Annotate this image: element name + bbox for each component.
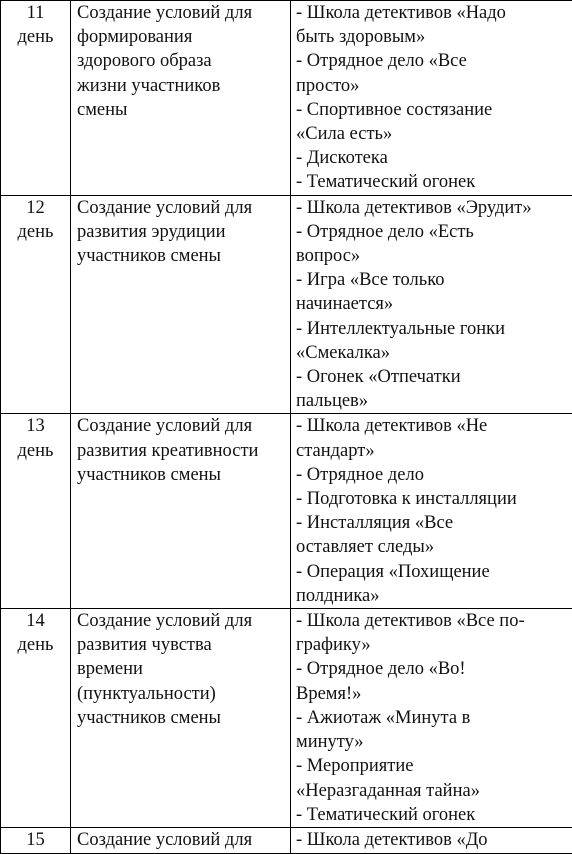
activity-text-line: - Школа детективов «Все по-: [296, 609, 568, 633]
activity-text-line: - Дискотека: [296, 146, 568, 170]
activity-text-line: - Отрядное дело «Во!: [296, 657, 568, 681]
activities-cell: [291, 195, 572, 414]
goal-cell: [71, 827, 291, 853]
day-cell: [1, 1, 71, 196]
table-row: [1, 414, 572, 609]
day-label: день: [3, 633, 68, 657]
goal-cell: [71, 195, 291, 414]
activity-text-line: - Мероприятие: [296, 754, 568, 778]
goal-text-line: здорового образа: [77, 49, 286, 73]
activity-text-line: - Школа детективов «Эрудит»: [296, 196, 568, 220]
goal-text-line: времени: [77, 657, 286, 681]
activity-text-line: стандарт»: [296, 439, 568, 463]
table-row: [1, 827, 572, 853]
day-cell: [1, 414, 71, 609]
goal-text-line: Создание условий для: [77, 609, 286, 633]
goal-text-line: Создание условий для: [77, 414, 286, 438]
day-label: день: [3, 220, 68, 244]
table-row: [1, 195, 572, 414]
activity-text-line: - Тематический огонек: [296, 803, 568, 827]
goal-cell: [71, 1, 291, 196]
goal-text-line: развития эрудиции: [77, 220, 286, 244]
activities-cell: [291, 1, 572, 196]
goal-text-line: развития чувства: [77, 633, 286, 657]
day-number: 15: [3, 828, 68, 852]
goal-text-line: формирования: [77, 25, 286, 49]
day-number: 13: [3, 414, 68, 438]
goal-cell: [71, 609, 291, 828]
activities-cell: [291, 414, 572, 609]
goal-text-line: развития креативности: [77, 439, 286, 463]
goal-text-line: жизни участников: [77, 74, 286, 98]
activity-text-line: просто»: [296, 74, 568, 98]
activity-text-line: - Интеллектуальные гонки: [296, 317, 568, 341]
activity-text-line: оставляет следы»: [296, 535, 568, 559]
activity-text-line: - Школа детективов «Надо: [296, 1, 568, 25]
goal-text-line: Создание условий для: [77, 1, 286, 25]
day-cell: [1, 195, 71, 414]
activity-text-line: - Отрядное дело «Все: [296, 49, 568, 73]
activity-text-line: «Сила есть»: [296, 122, 568, 146]
activity-text-line: быть здоровым»: [296, 25, 568, 49]
goal-text-line: участников смены: [77, 706, 286, 730]
day-number: 12: [3, 196, 68, 220]
activity-text-line: - Школа детективов «До: [296, 828, 568, 852]
activity-text-line: минуту»: [296, 730, 568, 754]
activity-text-line: - Тематический огонек: [296, 170, 568, 194]
goal-text-line: (пунктуальности): [77, 682, 286, 706]
activity-text-line: «Неразгаданная тайна»: [296, 779, 568, 803]
activity-text-line: - Школа детективов «Не: [296, 414, 568, 438]
goal-text-line: участников смены: [77, 244, 286, 268]
goal-text-line: смены: [77, 98, 286, 122]
activity-text-line: вопрос»: [296, 244, 568, 268]
goal-text-line: Создание условий для: [77, 196, 286, 220]
day-cell: [1, 827, 71, 853]
activity-text-line: пальцев»: [296, 389, 568, 413]
goal-text-line: Создание условий для: [77, 828, 286, 852]
table-row: [1, 1, 572, 196]
activity-text-line: - Отрядное дело «Есть: [296, 220, 568, 244]
table-row: [1, 609, 572, 828]
activity-text-line: - Спортивное состязание: [296, 98, 568, 122]
activity-text-line: - Ажиотаж «Минута в: [296, 706, 568, 730]
program-table-body: [1, 1, 572, 854]
day-number: 11: [3, 1, 68, 25]
activity-text-line: начинается»: [296, 292, 568, 316]
activity-text-line: - Отрядное дело: [296, 463, 568, 487]
activity-text-line: - Подготовка к инсталляции: [296, 487, 568, 511]
day-number: 14: [3, 609, 68, 633]
day-label: день: [3, 439, 68, 463]
day-cell: [1, 609, 71, 828]
activity-text-line: - Огонек «Отпечатки: [296, 365, 568, 389]
activity-text-line: - Игра «Все только: [296, 268, 568, 292]
day-label: день: [3, 25, 68, 49]
goal-text-line: участников смены: [77, 463, 286, 487]
activities-cell: [291, 609, 572, 828]
activity-text-line: Время!»: [296, 682, 568, 706]
activity-text-line: - Инсталляция «Все: [296, 511, 568, 535]
activity-text-line: - Операция «Похищение: [296, 560, 568, 584]
activities-cell: [291, 827, 572, 853]
activity-text-line: полдника»: [296, 584, 568, 608]
activity-text-line: «Смекалка»: [296, 341, 568, 365]
goal-cell: [71, 414, 291, 609]
activity-text-line: графику»: [296, 633, 568, 657]
